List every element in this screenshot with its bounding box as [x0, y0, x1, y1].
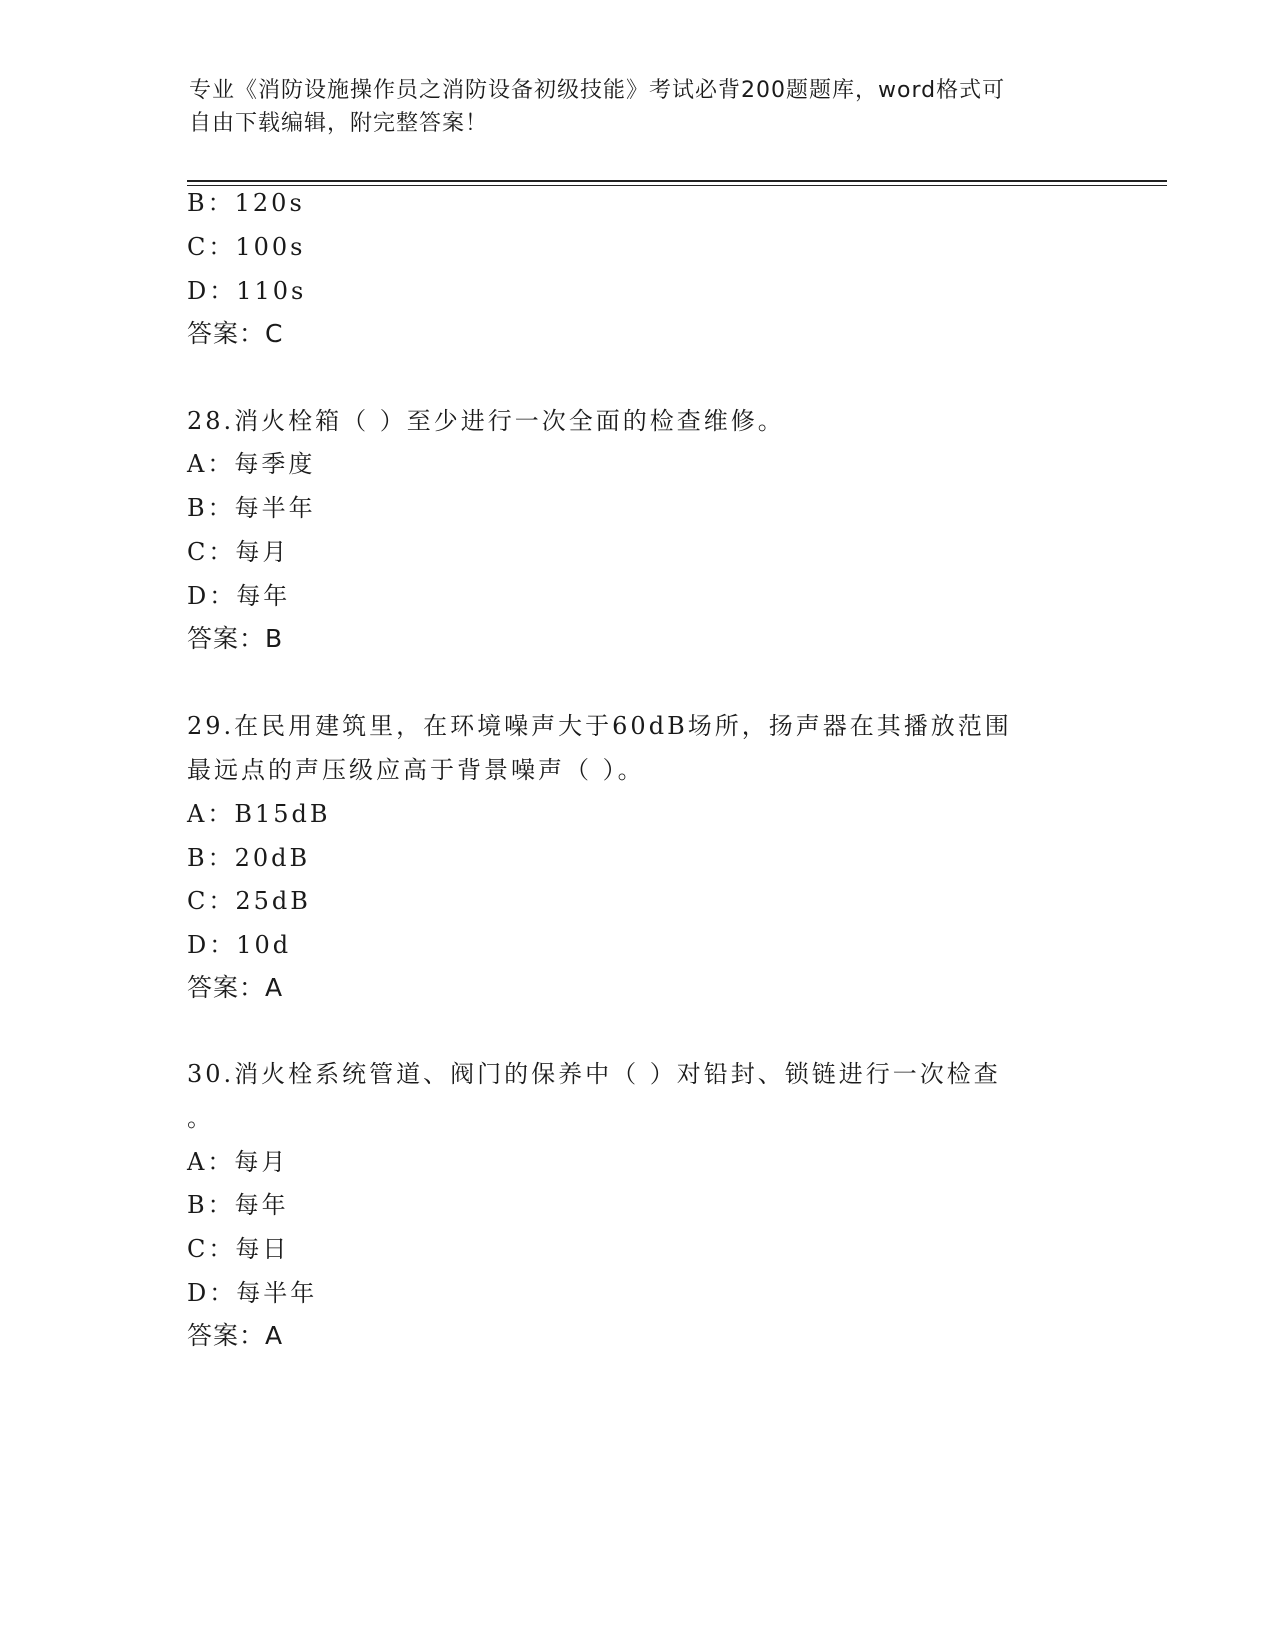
answer: 答案：A: [187, 1321, 284, 1350]
answer: 答案：B: [187, 624, 284, 653]
question-stem: 28.消火栓箱（ ）至少进行一次全面的检查维修。: [187, 407, 785, 435]
option-b: B：120s: [187, 189, 305, 217]
answer: 答案：A: [187, 973, 284, 1002]
header-divider-top: [187, 180, 1167, 182]
option-d: D：每年: [187, 582, 291, 610]
option-d: D：每半年: [187, 1279, 318, 1307]
option-c: C：25dB: [187, 887, 311, 915]
option-c: C：100s: [187, 233, 306, 261]
option-b: B：每半年: [187, 494, 316, 522]
option-c: C：每月: [187, 538, 290, 566]
answer: 答案：C: [187, 319, 284, 348]
question-stem-line-2: 。: [187, 1104, 214, 1132]
header-divider-bottom: [187, 185, 1167, 186]
option-a: A：B15dB: [187, 800, 331, 828]
question-stem-line-1: 30.消火栓系统管道、阀门的保养中（ ）对铅封、锁链进行一次检查: [187, 1060, 1001, 1088]
question-stem-line-2: 最远点的声压级应高于背景噪声（ ）。: [187, 756, 645, 784]
header-line-1: 专业《消防设施操作员之消防设备初级技能》考试必背200题题库，word格式可: [189, 78, 1006, 103]
option-b: B：每年: [187, 1191, 289, 1219]
option-c: C：每日: [187, 1235, 290, 1263]
header-line-2: 自由下载编辑，附完整答案！: [189, 111, 489, 136]
option-a: A：每月: [187, 1148, 289, 1176]
option-d: D：10d: [187, 931, 292, 959]
question-stem-line-1: 29.在民用建筑里，在环境噪声大于60dB场所，扬声器在其播放范围: [187, 712, 1012, 740]
option-d: D：110s: [187, 277, 307, 305]
option-a: A：每季度: [187, 450, 316, 478]
document-header: [189, 74, 1089, 140]
option-b: B：20dB: [187, 844, 311, 872]
